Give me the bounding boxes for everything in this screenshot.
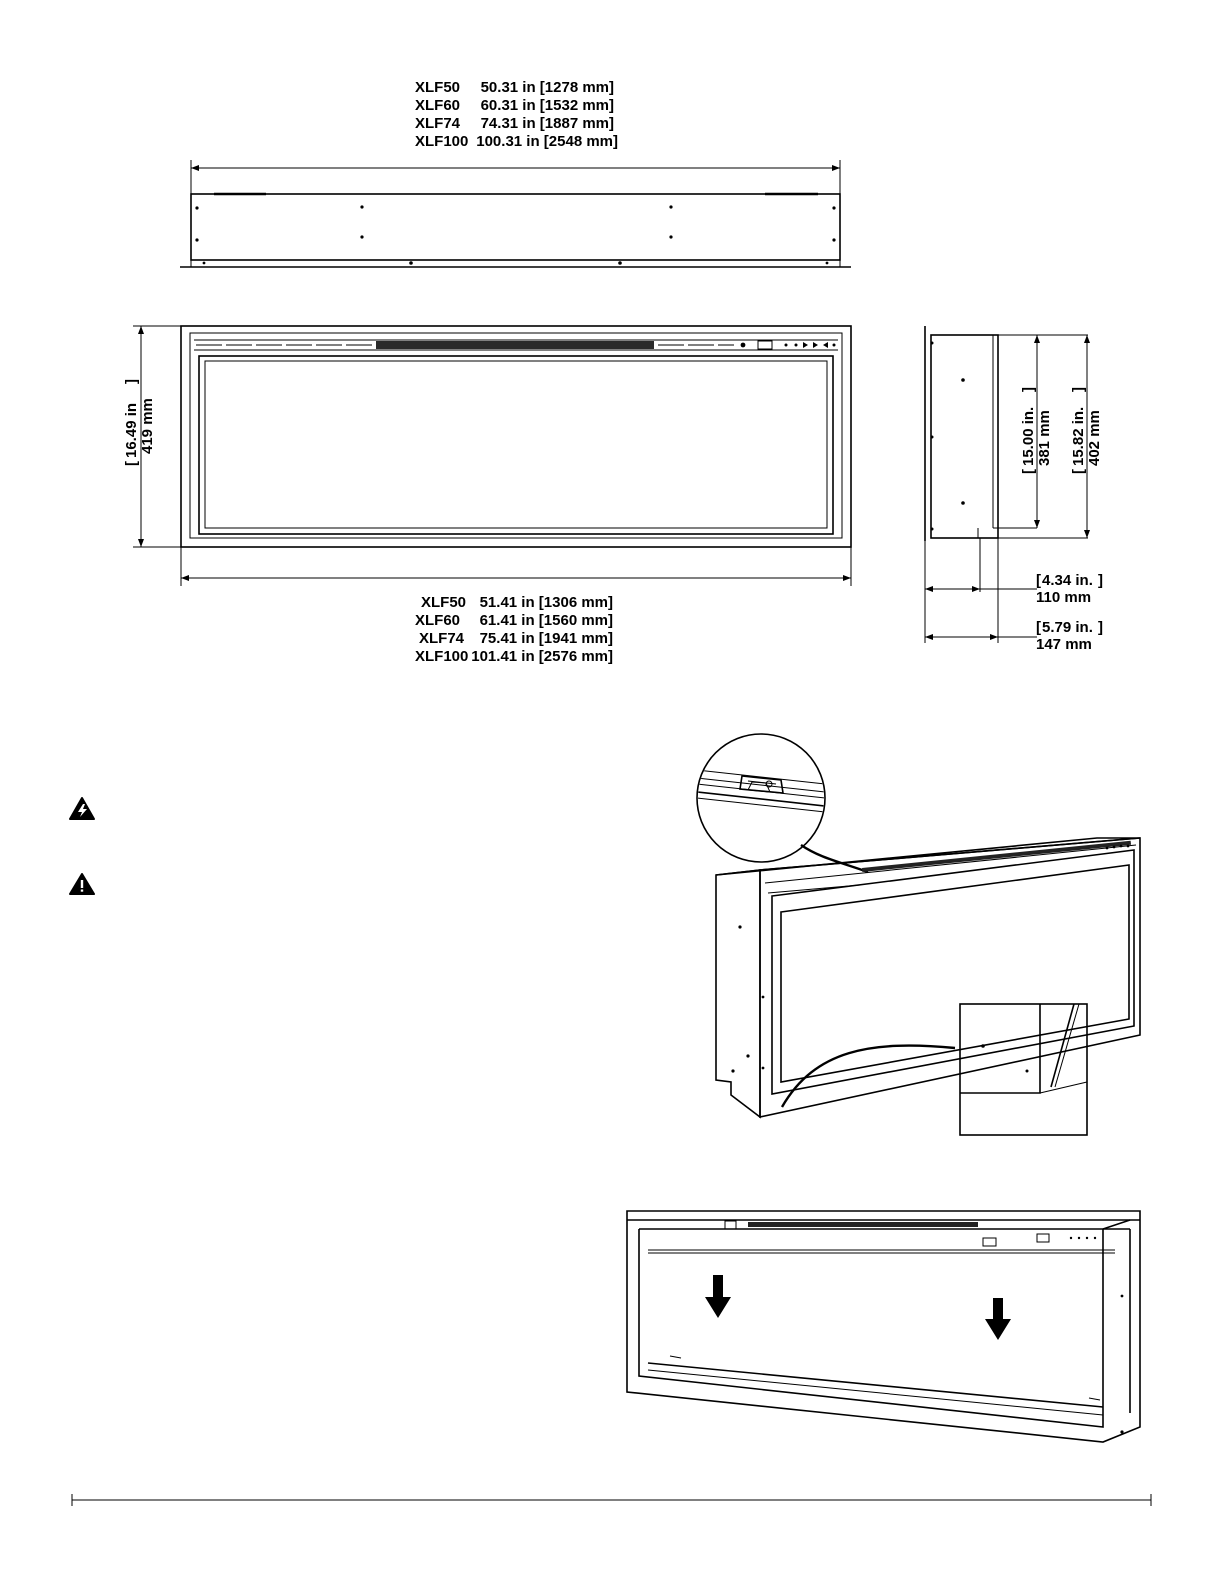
side-dimension-labels [1020,387,1103,653]
depth-short-metric: 110 mm [1036,589,1092,606]
side-inner-height-metric: 381 mm [1036,410,1053,466]
bottom-width-dimension-labels [415,594,613,665]
bracket-detail-circle [697,734,825,862]
arrow-down-icon-2 [985,1298,1011,1340]
depth-long-imperial: 5.79 in. [1042,619,1093,636]
top-dim-model-2: XLF60 [415,97,461,114]
bottom-dim-model-4: XLF100 [415,648,469,665]
top-dim-model-3: XLF74 [415,115,461,132]
bottom-dim-model-3: XLF74 [419,630,465,647]
depth-short-bracket-open: [ [1036,572,1041,589]
side-outer-bracket-open: [ [1070,469,1087,474]
front-height-metric: 419 mm [139,398,156,454]
depth-long-bracket-close: ] [1098,619,1103,636]
top-width-dimension-labels [415,79,618,150]
top-dim-model-4: XLF100 [415,133,469,150]
front-height-bracket-close: ] [123,379,140,384]
side-outer-bracket-close: ] [1070,387,1087,392]
side-inner-bracket-close: ] [1020,387,1037,392]
side-inner-bracket-open: [ [1020,469,1037,474]
front-height-bracket-open: [ [123,461,140,466]
top-dim-value-3: 74.31 in [1887 mm] [480,115,614,132]
bottom-dim-value-1: 51.41 in [1306 mm] [479,594,613,611]
depth-long-metric: 147 mm [1036,636,1092,653]
front-view-drawing [133,326,851,586]
top-dim-value-2: 60.31 in [1532 mm] [480,97,614,114]
bottom-dim-model-1: XLF50 [421,594,467,611]
depth-long-bracket-open: [ [1036,619,1041,636]
side-outer-height-imperial: 15.82 in. [1070,406,1087,466]
depth-short-imperial: 4.34 in. [1042,572,1093,589]
footer-rule [72,1494,1151,1506]
caution-warning-icon [70,874,94,894]
depth-short-bracket-close: ] [1098,572,1103,589]
electric-shock-warning-icon [70,798,94,819]
front-height-dimension-label [123,379,156,466]
bottom-dim-value-4: 101.41 in [2576 mm] [471,648,613,665]
top-view-drawing [180,160,851,267]
bottom-dim-value-3: 75.41 in [1941 mm] [479,630,613,647]
front-vent-slots [196,341,734,349]
open-frame-drawing [627,1211,1140,1442]
isometric-vent-slots [768,841,1131,893]
bottom-dim-model-2: XLF60 [415,612,461,629]
top-dim-value-1: 50.31 in [1278 mm] [480,79,614,96]
side-outer-height-metric: 402 mm [1086,410,1103,466]
isometric-view-drawing [697,734,1140,1135]
control-panel-icons [741,341,836,349]
top-dim-model-1: XLF50 [415,79,461,96]
bottom-dim-value-2: 61.41 in [1560 mm] [479,612,613,629]
top-dim-value-4: 100.31 in [2548 mm] [476,133,618,150]
front-height-imperial: 16.49 in [123,402,140,458]
arrow-down-icon [705,1275,731,1318]
side-inner-height-imperial: 15.00 in. [1020,406,1037,466]
